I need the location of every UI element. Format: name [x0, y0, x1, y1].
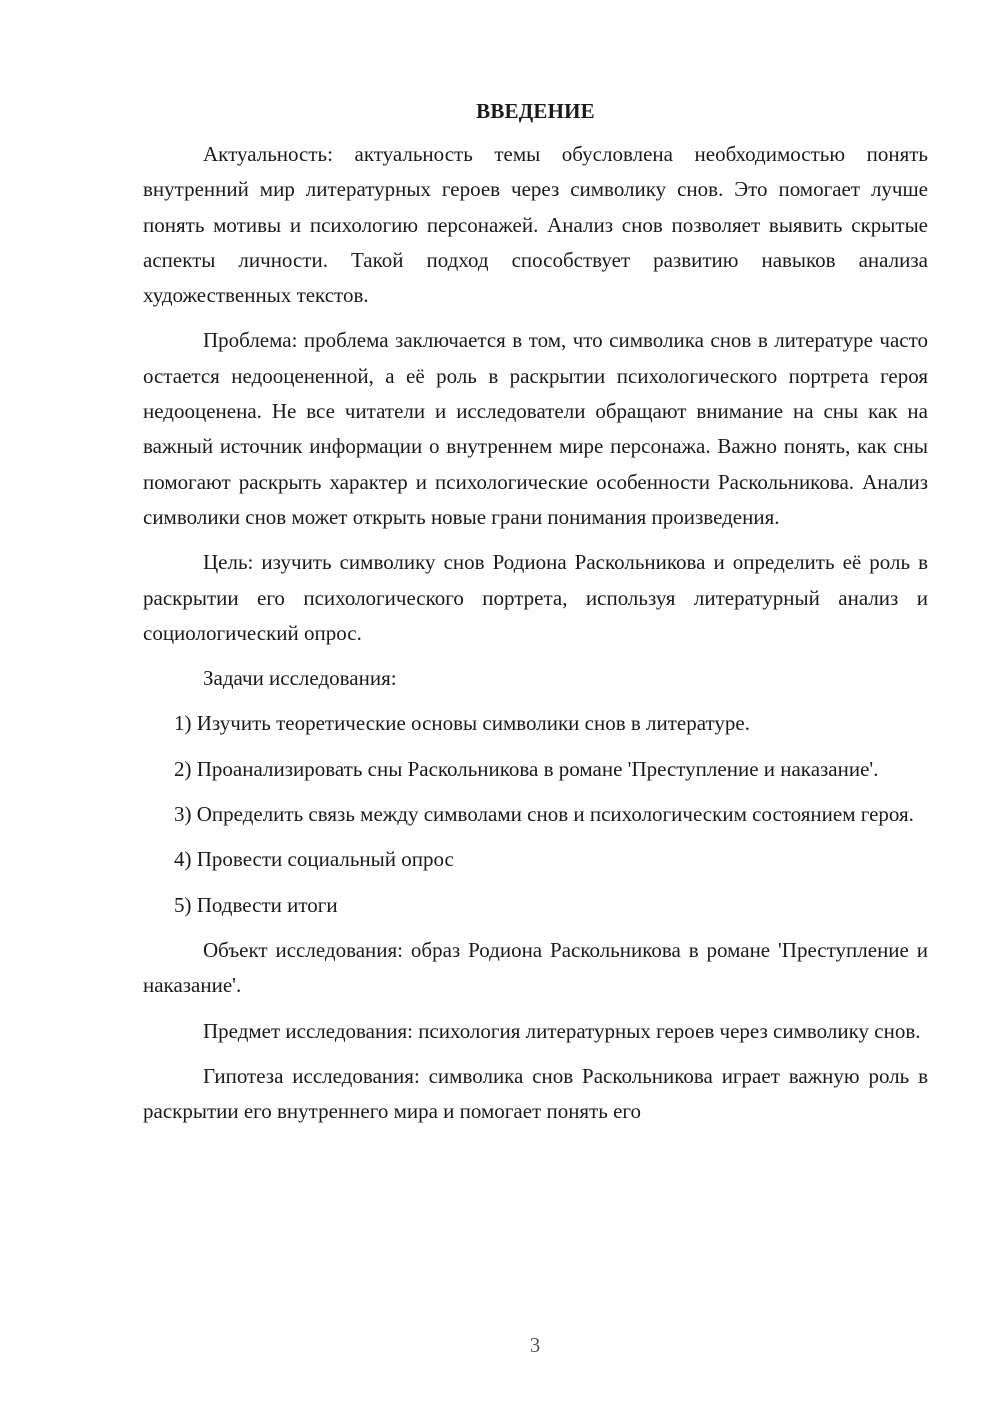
- paragraph-relevance: Актуальность: актуальность темы обусловлена необходимостью понять внутренний мир литературных героев через символику снов. Это помогает лучше понять мотивы и психологию персонажей. Анализ снов позволяет выявить скрытые аспекты личности. Такой подход способствует развитию навыков анализа художественных текстов.: [143, 142, 928, 308]
- section-title: ВВЕДЕНИЕ: [476, 99, 595, 123]
- paragraph-problem: Проблема: проблема заключается в том, что символика снов в литературе часто остается недооцененной, а её роль в раскрытии психологического портрета героя недооценена. Не все читатели и исследователи обращают внимание на сны как на важный источник информации о внутреннем мире персонажа. Важно понять, как сны помогают раскрыть характер и психологические особенности Раскольникова. Анализ символики снов может открыть новые грани понимания произведения.: [143, 328, 928, 529]
- task-item-2: 2) Проанализировать сны Раскольникова в романе 'Преступление и наказание'.: [174, 756, 879, 781]
- paragraph-object: Объект исследования: образ Родиона Раскольникова в романе 'Преступление и наказание'.: [143, 937, 928, 998]
- paragraph-hypothesis: Гипотеза исследования: символика снов Раскольникова играет важную роль в раскрытии его внутреннего мира и помогает понять его: [143, 1063, 928, 1124]
- paragraph-subject: Предмет исследования: психология литературных героев через символику снов.: [203, 1018, 921, 1043]
- task-item-3: 3) Определить связь между символами снов и психологическим состоянием героя.: [174, 802, 914, 827]
- paragraph-goal: Цель: изучить символику снов Родиона Раскольникова и определить её роль в раскрытии его психологического портрета, используя литературный анализ и социологический опрос.: [143, 550, 928, 645]
- task-item-5: 5) Подвести итоги: [174, 892, 338, 917]
- page-number: 3: [529, 1333, 541, 1357]
- task-item-1: 1) Изучить теоретические основы символики снов в литературе.: [174, 711, 751, 736]
- paragraph-tasks-heading: Задачи исследования:: [203, 666, 397, 691]
- task-item-4: 4) Провести социальный опрос: [174, 847, 454, 872]
- page-body: [143, 94, 928, 1129]
